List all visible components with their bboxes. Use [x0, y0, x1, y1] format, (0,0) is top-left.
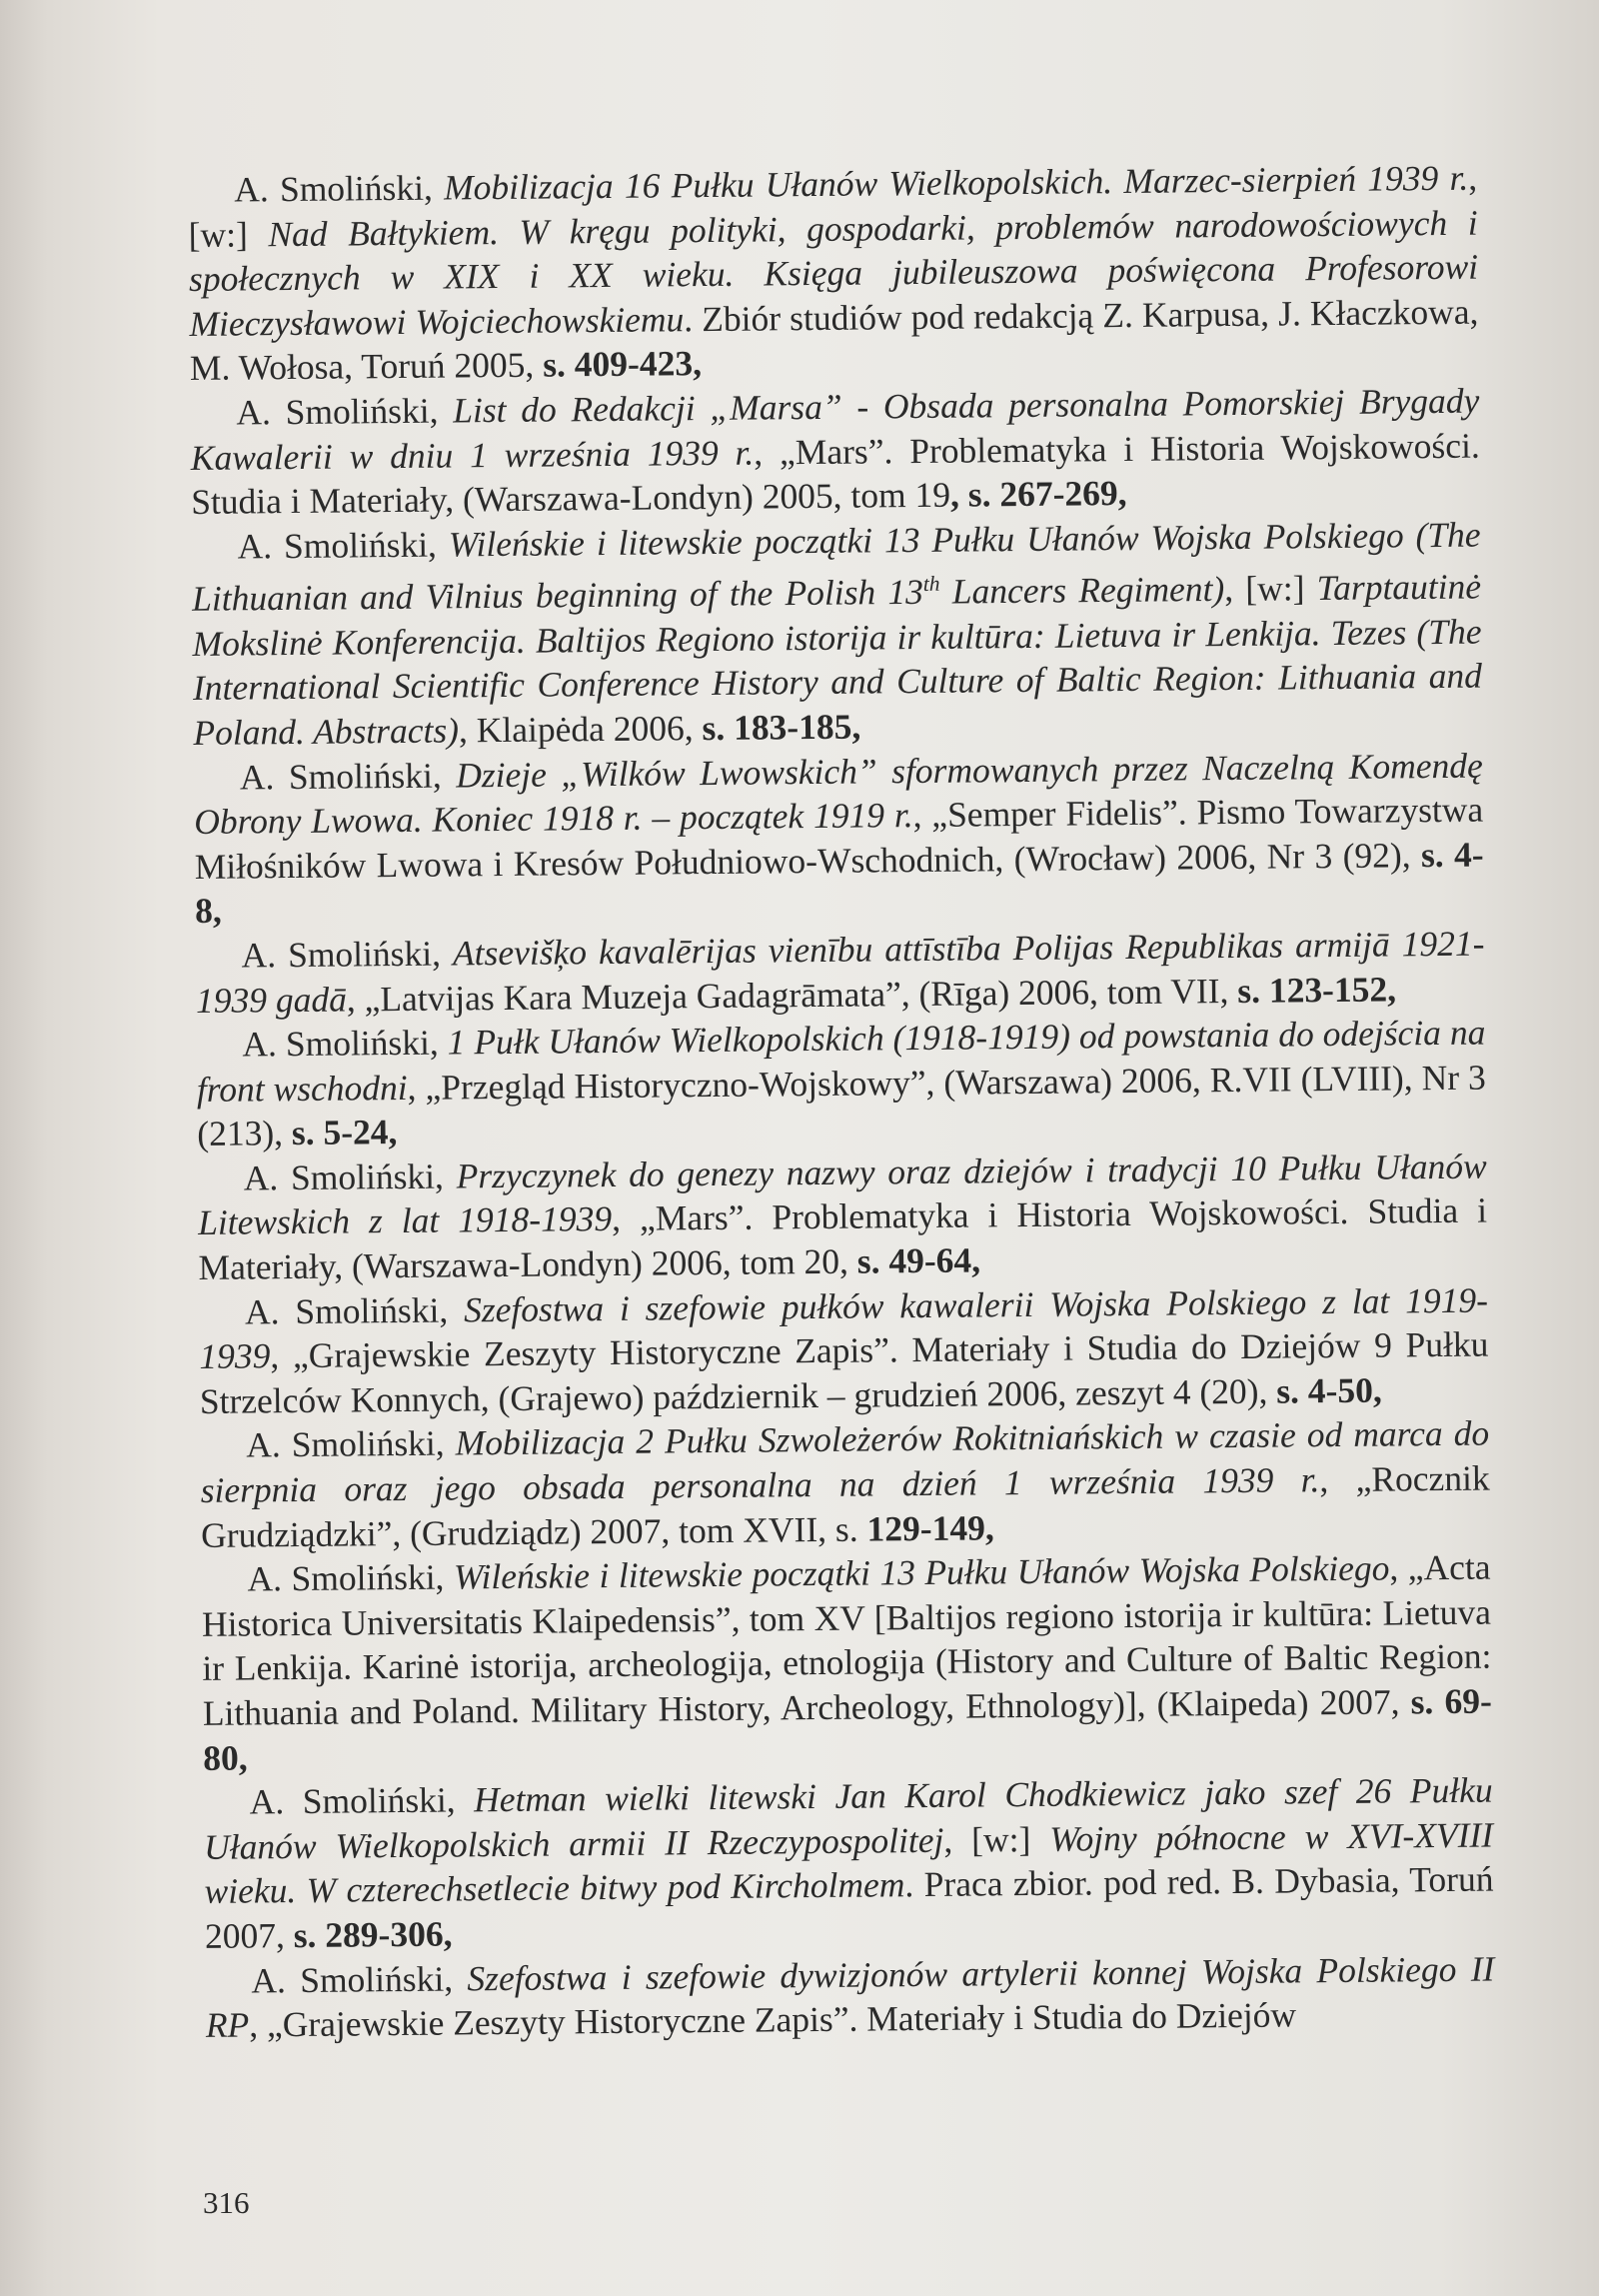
entry-title: Mobilizacja 16 Pułku Ułanów Wielkopolskich. Marzec-sierpień 1939 r.: [443, 157, 1469, 208]
bibliography-entry: [191, 512, 1482, 755]
entry-pages: s. 289-306,: [293, 1913, 453, 1956]
entry-title-cont: Lancers Regiment): [939, 569, 1225, 612]
entry-publication: „Przegląd Historyczno-Wojskowy”, (Warszawa) 2006, R.VII (LVIII), Nr 3 (213),: [197, 1057, 1486, 1154]
entry-author: A. Smoliński,: [249, 1779, 475, 1822]
bibliography-entry: [203, 1768, 1494, 1959]
entry-pages: s. 123-152,: [1237, 968, 1397, 1011]
entry-title: Wileńskie i litewskie początki 13 Pułku Ułanów Wojska Polskiego: [453, 1547, 1390, 1597]
entry-author: A. Smoliński,: [234, 167, 445, 210]
entry-publication: „Grajewskie Zeszyty Historyczne Zapis”. Materiały i Studia do Dziejów: [266, 1994, 1297, 2045]
entry-author: A. Smoliński,: [246, 1422, 456, 1465]
entry-publication: „Semper Fidelis”. Pismo Towarzystwa Miłośników Lwowa i Kresów Południowo-Wschodnich, (Wrocław) 2006, Nr 3 (92),: [194, 789, 1484, 887]
entry-publication: „Mars”. Problematyka i Historia Wojskowości. Studia i Materiały, (Warszawa-Londyn) 2006, tom 20,: [198, 1190, 1488, 1288]
bibliography-entry: [188, 156, 1479, 391]
entry-connector: ,: [270, 1335, 294, 1376]
entry-connector: , [w:]: [943, 1818, 1050, 1860]
entry-connector: ,: [912, 795, 932, 836]
bibliography-entry: [194, 743, 1485, 934]
entry-publication: „Latvijas Kara Muzeja Gadagrāmata”, (Rīga) 2006, tom VII,: [364, 970, 1238, 1019]
entry-pages: s. 4-8,: [194, 834, 1484, 932]
entry-title: Wileńskie i litewskie początki 13 Pułku Ułanów Wojska Polskiego (The Lithuanian and Vilnius beginning of the Polish 13: [191, 514, 1481, 620]
entry-pages: , s. 267-269,: [949, 473, 1127, 515]
entry-connector: ,: [407, 1067, 426, 1108]
entry-connector: ,: [346, 978, 365, 1020]
entry-pages: s. 5-24,: [291, 1112, 398, 1153]
bibliography-entry: [195, 922, 1485, 1024]
entry-author: A. Smoliński,: [243, 1155, 457, 1198]
entry-title: 1 Pułk Ułanów Wielkopolskich (1918-1919) od powstania do odejścia na front wschodni: [196, 1012, 1486, 1110]
entry-pages: s. 4-50,: [1276, 1369, 1382, 1411]
bibliography-entry: [205, 1946, 1495, 2048]
entry-publication: , Klaipėda 2006,: [458, 708, 703, 751]
bibliography-entry: [197, 1144, 1487, 1289]
entry-connector: ,: [1319, 1458, 1356, 1500]
entry-publication: „Rocznik Grudziądzki”, (Grudziądz) 2007, tom XVII, s.: [200, 1457, 1490, 1555]
entry-connector: ,: [611, 1198, 641, 1239]
entry-title: Atsevišķo kavalērijas vienību attīstība Polijas Republikas armijā 1921-1939 gadā: [195, 923, 1485, 1021]
entry-title-superscript: th: [922, 572, 940, 597]
entry-author: A. Smoliński,: [236, 390, 454, 433]
entry-connector: ,: [754, 431, 781, 473]
entry-author: A. Smoliński,: [241, 933, 454, 976]
entry-publication: „Grajewskie Zeszyty Historyczne Zapis”. Materiały i Studia do Dziejów 9 Pułku Strzelców Konnych, (Grajewo) październik – grudzień 2006, zeszyt 4 (20),: [199, 1323, 1489, 1421]
bibliography-text: [188, 156, 1495, 2048]
entry-publication: . Zbiór studiów pod redakcją Z. Karpusa, J. Kłaczkowa, M. Wołosa, Toruń 2005,: [189, 291, 1479, 389]
page-number: 316: [203, 2185, 250, 2220]
entry-title: Mobilizacja 2 Pułku Szwoleżerów Rokitniańskich w czasie od marca do sierpnia oraz jego obsada personalna na dzień 1 września 1939 r.: [200, 1413, 1490, 1510]
entry-title: Dzieje „Wilków Lwowskich” sformowanych przez Naczelną Komendę Obrony Lwowa. Koniec 1918 r. – początek 1919 r.: [194, 745, 1483, 843]
entry-connector: ,: [1389, 1547, 1408, 1588]
entry-author: A. Smoliński,: [242, 1022, 448, 1065]
bibliography-entry: [200, 1411, 1490, 1557]
entry-pages: s. 69-80,: [203, 1680, 1492, 1778]
entry-author: A. Smoliński,: [239, 755, 457, 798]
entry-publication: . Praca zbior. pod red. B. Dybasia, Toruń 2007,: [204, 1858, 1494, 1956]
entry-collection-title: Tarptautinė Mokslinė Konferencija. Baltijos Regiono istorija ir kultūra: Lietuva ir Lenkija. Tezes (The International Scientific Conference History and Culture of Baltic Region: Lithuania and Poland. Abstracts): [192, 566, 1483, 753]
entry-publication: „Mars”. Problematyka i Historia Wojskowości. Studia i Materiały, (Warszawa-Londyn) 2005, tom 19: [191, 425, 1480, 523]
entry-pages: s. 49-64,: [856, 1239, 981, 1281]
entry-author: A. Smoliński,: [244, 1289, 465, 1332]
entry-title: Szefostwa i szefowie pułków kawalerii Wojska Polskiego z lat 1919-1939: [199, 1279, 1489, 1377]
entry-author: A. Smoliński,: [247, 1556, 455, 1599]
entry-author: A. Smoliński,: [251, 1957, 468, 2001]
bibliography-entry: [201, 1545, 1492, 1780]
entry-author: A. Smoliński,: [237, 524, 450, 567]
entry-title: Szefostwa i szefowie dywizjonów artylerii konnej Wojska Polskiego II RP: [205, 1948, 1495, 2046]
entry-connector: , [w:]: [1224, 568, 1317, 610]
entry-connector: , [w:]: [188, 157, 1478, 255]
bibliography-entry: [190, 379, 1480, 525]
entry-pages: s. 183-185,: [702, 706, 861, 749]
entry-connector: ,: [249, 2004, 268, 2045]
bibliography-entry: [199, 1277, 1489, 1423]
entry-pages: 129-149,: [866, 1506, 994, 1549]
entry-title: Hetman wielki litewski Jan Karol Chodkiewicz jako szef 26 Pułku Ułanów Wielkopolskich armii II Rzeczypospolitej: [203, 1769, 1493, 1867]
bibliography-entry: [196, 1011, 1486, 1156]
entry-publication: „Acta Historica Universitatis Klaipedensis”, tom XV [Baltijos regiono istorija ir kultūra: Lietuva ir Lenkija. Karinė istorija, archeologija, etnologija (History and Culture of Baltic Region: Lithuania and Poland. Military History, Archeology, Ethnology)], (Klaipeda) 2007,: [201, 1546, 1492, 1733]
entry-pages: s. 409-423,: [543, 343, 703, 385]
entry-title: Przyczynek do genezy nazwy oraz dziejów i tradycji 10 Pułku Ułanów Litewskich z lat 1918-1939: [197, 1146, 1487, 1243]
entry-collection-title: Nad Bałtykiem. W kręgu polityki, gospodarki, problemów narodowościowych i społecznych w XIX i XX wieku. Księga jubileuszowa poświęcona Profesorowi Mieczysławowi Wojciechowskiemu: [188, 202, 1479, 344]
entry-collection-title: Wojny północne w XVI-XVIII wieku. W czterechsetlecie bitwy pod Kircholmem: [204, 1814, 1494, 1912]
entry-title: List do Redakcji „Marsa” - Obsada personalna Pomorskiej Brygady Kawalerii w dniu 1 września 1939 r.: [190, 380, 1480, 478]
